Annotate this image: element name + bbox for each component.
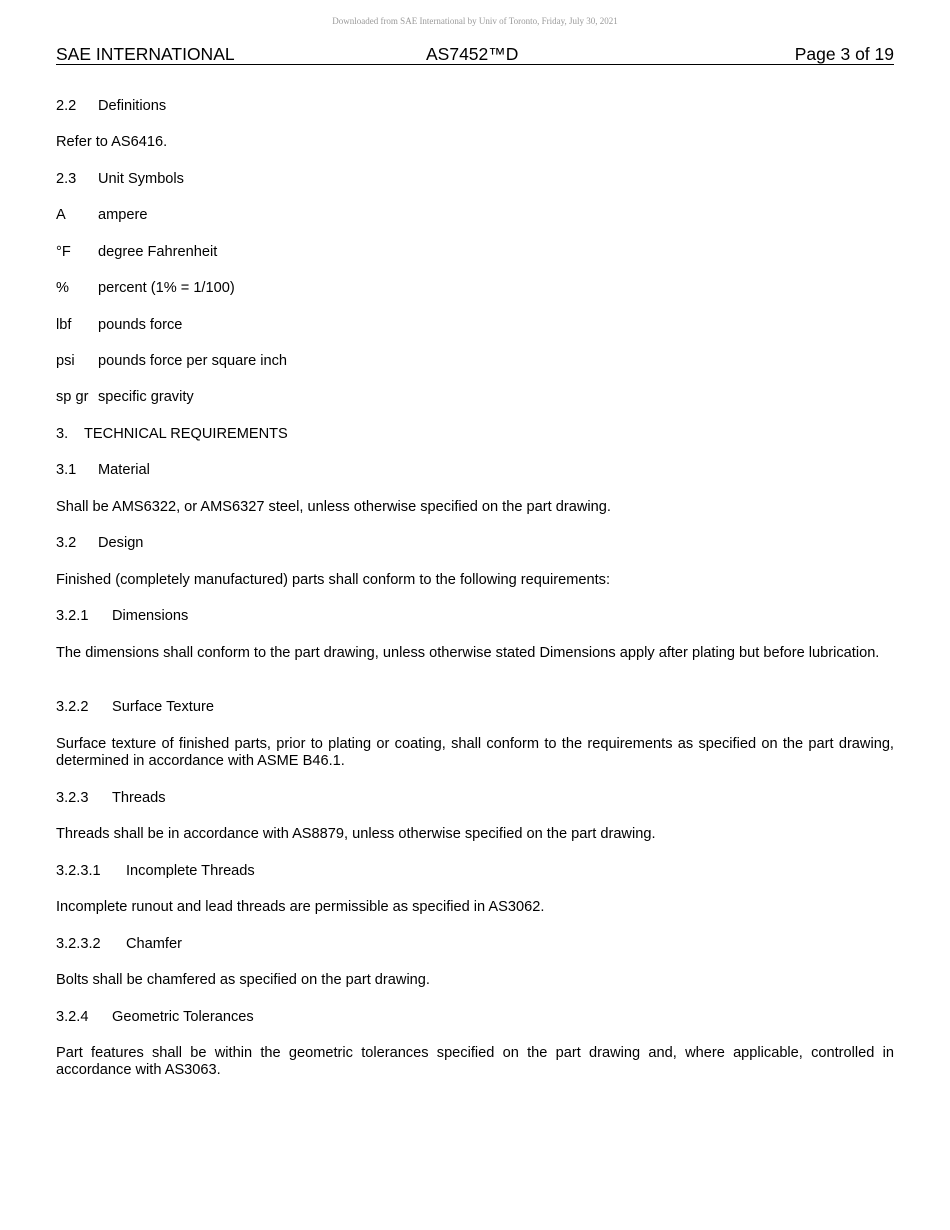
section-number: 3.2 bbox=[56, 535, 77, 551]
paragraph-3-2-3-1: Incomplete runout and lead threads are permissible as specified in AS3062. bbox=[56, 899, 545, 915]
unit-meaning: degree Fahrenheit bbox=[98, 244, 218, 260]
header-organization: SAE INTERNATIONAL bbox=[56, 44, 235, 64]
unit-row bbox=[56, 353, 287, 370]
paragraph-3-2-1: The dimensions shall conform to the part drawing, unless otherwise stated Dimensions apply after plating but before lubrication. bbox=[56, 645, 880, 661]
section-title: Design bbox=[98, 535, 144, 551]
section-title: TECHNICAL REQUIREMENTS bbox=[84, 426, 288, 442]
unit-symbol: psi bbox=[56, 353, 75, 369]
section-title: Geometric Tolerances bbox=[112, 1009, 254, 1025]
section-title: Threads bbox=[112, 790, 166, 806]
section-title: Incomplete Threads bbox=[126, 863, 255, 879]
section-number: 3. bbox=[56, 426, 69, 442]
section-title: Unit Symbols bbox=[98, 171, 184, 187]
heading-3-2-1 bbox=[56, 608, 188, 625]
heading-3-1 bbox=[56, 462, 150, 479]
unit-meaning: percent (1% = 1/100) bbox=[98, 280, 235, 296]
paragraph-3-2-2: Surface texture of finished parts, prior to plating or coating, shall conform to the requirements as specified on the part drawing, determined in accordance with ASME B46.1. bbox=[56, 736, 894, 769]
section-number: 3.2.1 bbox=[56, 608, 89, 624]
page-header bbox=[56, 44, 894, 65]
section-title: Definitions bbox=[98, 98, 167, 114]
paragraph-3-2: Finished (completely manufactured) parts shall conform to the following requirements: bbox=[56, 572, 611, 588]
unit-row bbox=[56, 280, 235, 297]
unit-symbol: A bbox=[56, 207, 66, 223]
heading-3-2-3-1 bbox=[56, 863, 255, 880]
unit-symbol: % bbox=[56, 280, 69, 296]
section-number: 3.2.3 bbox=[56, 790, 89, 806]
unit-meaning: pounds force per square inch bbox=[98, 353, 288, 369]
section-number: 2.2 bbox=[56, 98, 77, 114]
header-document-number: AS7452™D bbox=[426, 44, 519, 64]
unit-row bbox=[56, 244, 217, 261]
unit-row bbox=[56, 389, 194, 406]
heading-3-2-3-2 bbox=[56, 936, 182, 953]
header-page-number: Page 3 of 19 bbox=[794, 44, 894, 64]
heading-3 bbox=[56, 426, 288, 443]
section-number: 3.2.3.2 bbox=[56, 936, 101, 952]
unit-meaning: specific gravity bbox=[98, 389, 194, 405]
unit-meaning: pounds force bbox=[98, 317, 183, 333]
heading-3-2-4 bbox=[56, 1009, 254, 1026]
unit-row bbox=[56, 317, 182, 334]
section-number: 2.3 bbox=[56, 171, 77, 187]
unit-symbol: sp gr bbox=[56, 389, 89, 405]
unit-symbol: lbf bbox=[56, 317, 72, 333]
section-number: 3.1 bbox=[56, 462, 77, 478]
heading-3-2-3 bbox=[56, 790, 166, 807]
paragraph-3-2-3-2: Bolts shall be chamfered as specified on the part drawing. bbox=[56, 972, 430, 988]
paragraph-3-1: Shall be AMS6322, or AMS6327 steel, unless otherwise specified on the part drawing. bbox=[56, 499, 611, 515]
section-title: Dimensions bbox=[112, 608, 189, 624]
heading-3-2 bbox=[56, 535, 143, 552]
section-number: 3.2.3.1 bbox=[56, 863, 101, 879]
heading-3-2-2 bbox=[56, 699, 214, 716]
paragraph-3-2-3: Threads shall be in accordance with AS8879, unless otherwise specified on the part drawing. bbox=[56, 826, 656, 842]
unit-row bbox=[56, 207, 147, 224]
unit-meaning: ampere bbox=[98, 207, 148, 223]
paragraph-3-2-4: Part features shall be within the geometric tolerances specified on the part drawing and, where applicable, controlled in accordance with AS3063. bbox=[56, 1045, 894, 1078]
paragraph-2-2: Refer to AS6416. bbox=[56, 134, 168, 150]
section-title: Chamfer bbox=[126, 936, 182, 952]
section-number: 3.2.2 bbox=[56, 699, 89, 715]
heading-2-3 bbox=[56, 171, 184, 188]
unit-symbol: °F bbox=[56, 244, 71, 260]
section-title: Material bbox=[98, 462, 150, 478]
section-number: 3.2.4 bbox=[56, 1009, 89, 1025]
section-title: Surface Texture bbox=[112, 699, 214, 715]
download-watermark: Downloaded from SAE International by Univ of Toronto, Friday, July 30, 2021 bbox=[332, 16, 618, 26]
heading-2-2 bbox=[56, 98, 166, 115]
